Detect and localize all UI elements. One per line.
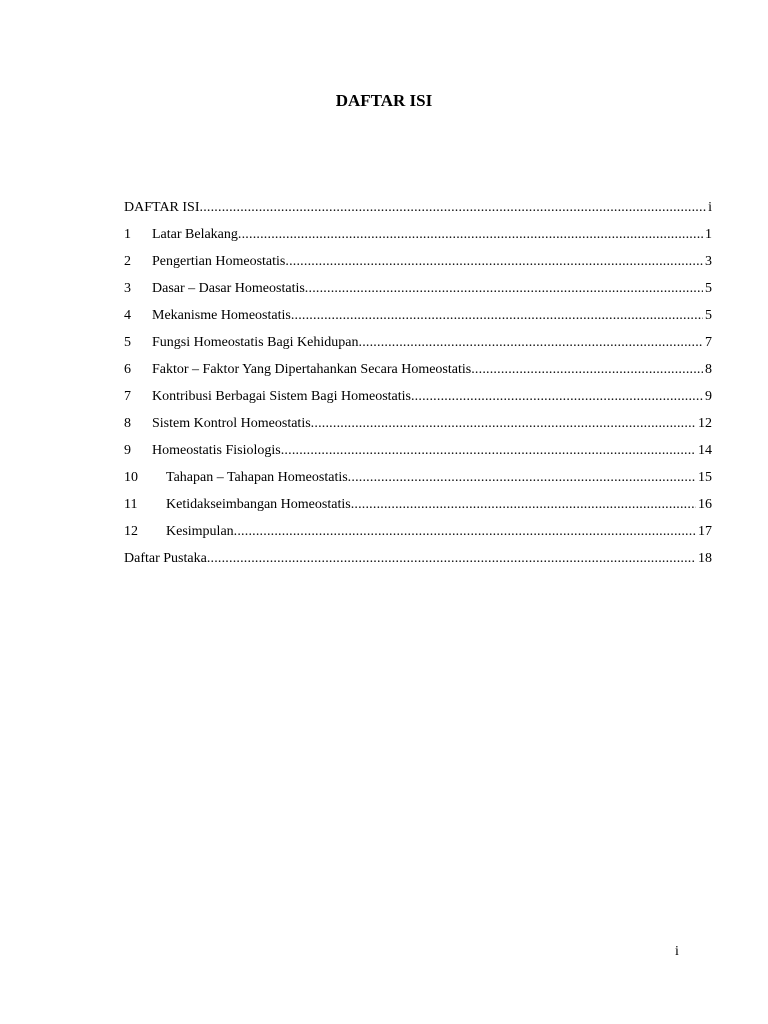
- toc-entry-number: 2: [124, 254, 131, 269]
- toc-entry-number: 3: [124, 281, 131, 296]
- toc-entry-title: Tahapan – Tahapan Homeostatis: [166, 470, 348, 485]
- toc-entry-page: 5: [705, 308, 712, 323]
- toc-entry-page: 17: [698, 524, 712, 539]
- toc-dot-leader: [281, 441, 696, 461]
- toc-entry-5[interactable]: [124, 333, 712, 360]
- toc-entry-7[interactable]: [124, 387, 712, 414]
- toc-dot-leader: [207, 549, 696, 569]
- toc-entry-page: 7: [705, 335, 712, 350]
- toc-entry-page: 14: [698, 443, 712, 458]
- toc-entry-1[interactable]: [124, 225, 712, 252]
- toc-entry-title: Daftar Pustaka: [124, 551, 207, 566]
- toc-dot-leader: [305, 279, 703, 299]
- toc-entry-page: 9: [705, 389, 712, 404]
- table-of-contents: [124, 198, 712, 576]
- toc-entry-11[interactable]: [124, 495, 712, 522]
- toc-entry-6[interactable]: [124, 360, 712, 387]
- toc-entry-page: 16: [698, 497, 712, 512]
- toc-entry-page: 8: [705, 362, 712, 377]
- toc-entry-3[interactable]: [124, 279, 712, 306]
- toc-entry-title: Sistem Kontrol Homeostatis: [152, 416, 311, 431]
- toc-entry-number: 10: [124, 470, 138, 485]
- toc-dot-leader: [351, 495, 696, 515]
- toc-dot-leader: [359, 333, 704, 353]
- toc-entry-number: 11: [124, 497, 138, 512]
- toc-dot-leader: [238, 225, 703, 245]
- toc-entry-10[interactable]: [124, 468, 712, 495]
- toc-entry-12[interactable]: [124, 522, 712, 549]
- toc-dot-leader: [471, 360, 703, 380]
- toc-entry-number: 8: [124, 416, 131, 431]
- toc-entry-daftar-pustaka[interactable]: [124, 549, 712, 576]
- toc-entry-2[interactable]: [124, 252, 712, 279]
- toc-dot-leader: [234, 522, 696, 542]
- toc-entry-4[interactable]: [124, 306, 712, 333]
- toc-entry-8[interactable]: [124, 414, 712, 441]
- toc-entry-page: 1: [705, 227, 712, 242]
- toc-entry-number: 9: [124, 443, 131, 458]
- toc-entry-title: Pengertian Homeostatis: [152, 254, 286, 269]
- toc-dot-leader: [311, 414, 696, 434]
- toc-entry-page: 12: [698, 416, 712, 431]
- toc-entry-page: 5: [705, 281, 712, 296]
- toc-entry-page: 15: [698, 470, 712, 485]
- toc-entry-title: Faktor – Faktor Yang Dipertahankan Secara Homeostatis: [152, 362, 472, 377]
- toc-dot-leader: [348, 468, 696, 488]
- toc-entry-number: 12: [124, 524, 138, 539]
- toc-entry-title: Homeostatis Fisiologis: [152, 443, 281, 458]
- toc-entry-number: 7: [124, 389, 131, 404]
- toc-entry-number: 1: [124, 227, 131, 242]
- toc-entry-title: Mekanisme Homeostatis: [152, 308, 291, 323]
- toc-entry-title: Kesimpulan: [166, 524, 234, 539]
- toc-entry-title: DAFTAR ISI: [124, 200, 200, 215]
- toc-dot-leader: [411, 387, 703, 407]
- toc-entry-number: 6: [124, 362, 131, 377]
- toc-entry-9[interactable]: [124, 441, 712, 468]
- toc-dot-leader: [291, 306, 703, 326]
- footer-page-number: i: [675, 944, 679, 959]
- toc-entry-title: Dasar – Dasar Homeostatis: [152, 281, 305, 296]
- toc-entry-title: Latar Belakang: [152, 227, 238, 242]
- toc-dot-leader: [200, 198, 707, 218]
- toc-entry-number: 4: [124, 308, 131, 323]
- toc-entry-title: Kontribusi Berbagai Sistem Bagi Homeostatis: [152, 389, 411, 404]
- toc-entry-page: 18: [698, 551, 712, 566]
- toc-entry-title: Fungsi Homeostatis Bagi Kehidupan: [152, 335, 359, 350]
- toc-entry-daftar-isi[interactable]: [124, 198, 712, 225]
- toc-dot-leader: [285, 252, 703, 272]
- toc-entry-number: 5: [124, 335, 131, 350]
- toc-entry-page: i: [708, 200, 712, 215]
- toc-entry-page: 3: [705, 254, 712, 269]
- page-title: DAFTAR ISI: [335, 91, 433, 110]
- toc-entry-title: Ketidakseimbangan Homeostatis: [166, 497, 351, 512]
